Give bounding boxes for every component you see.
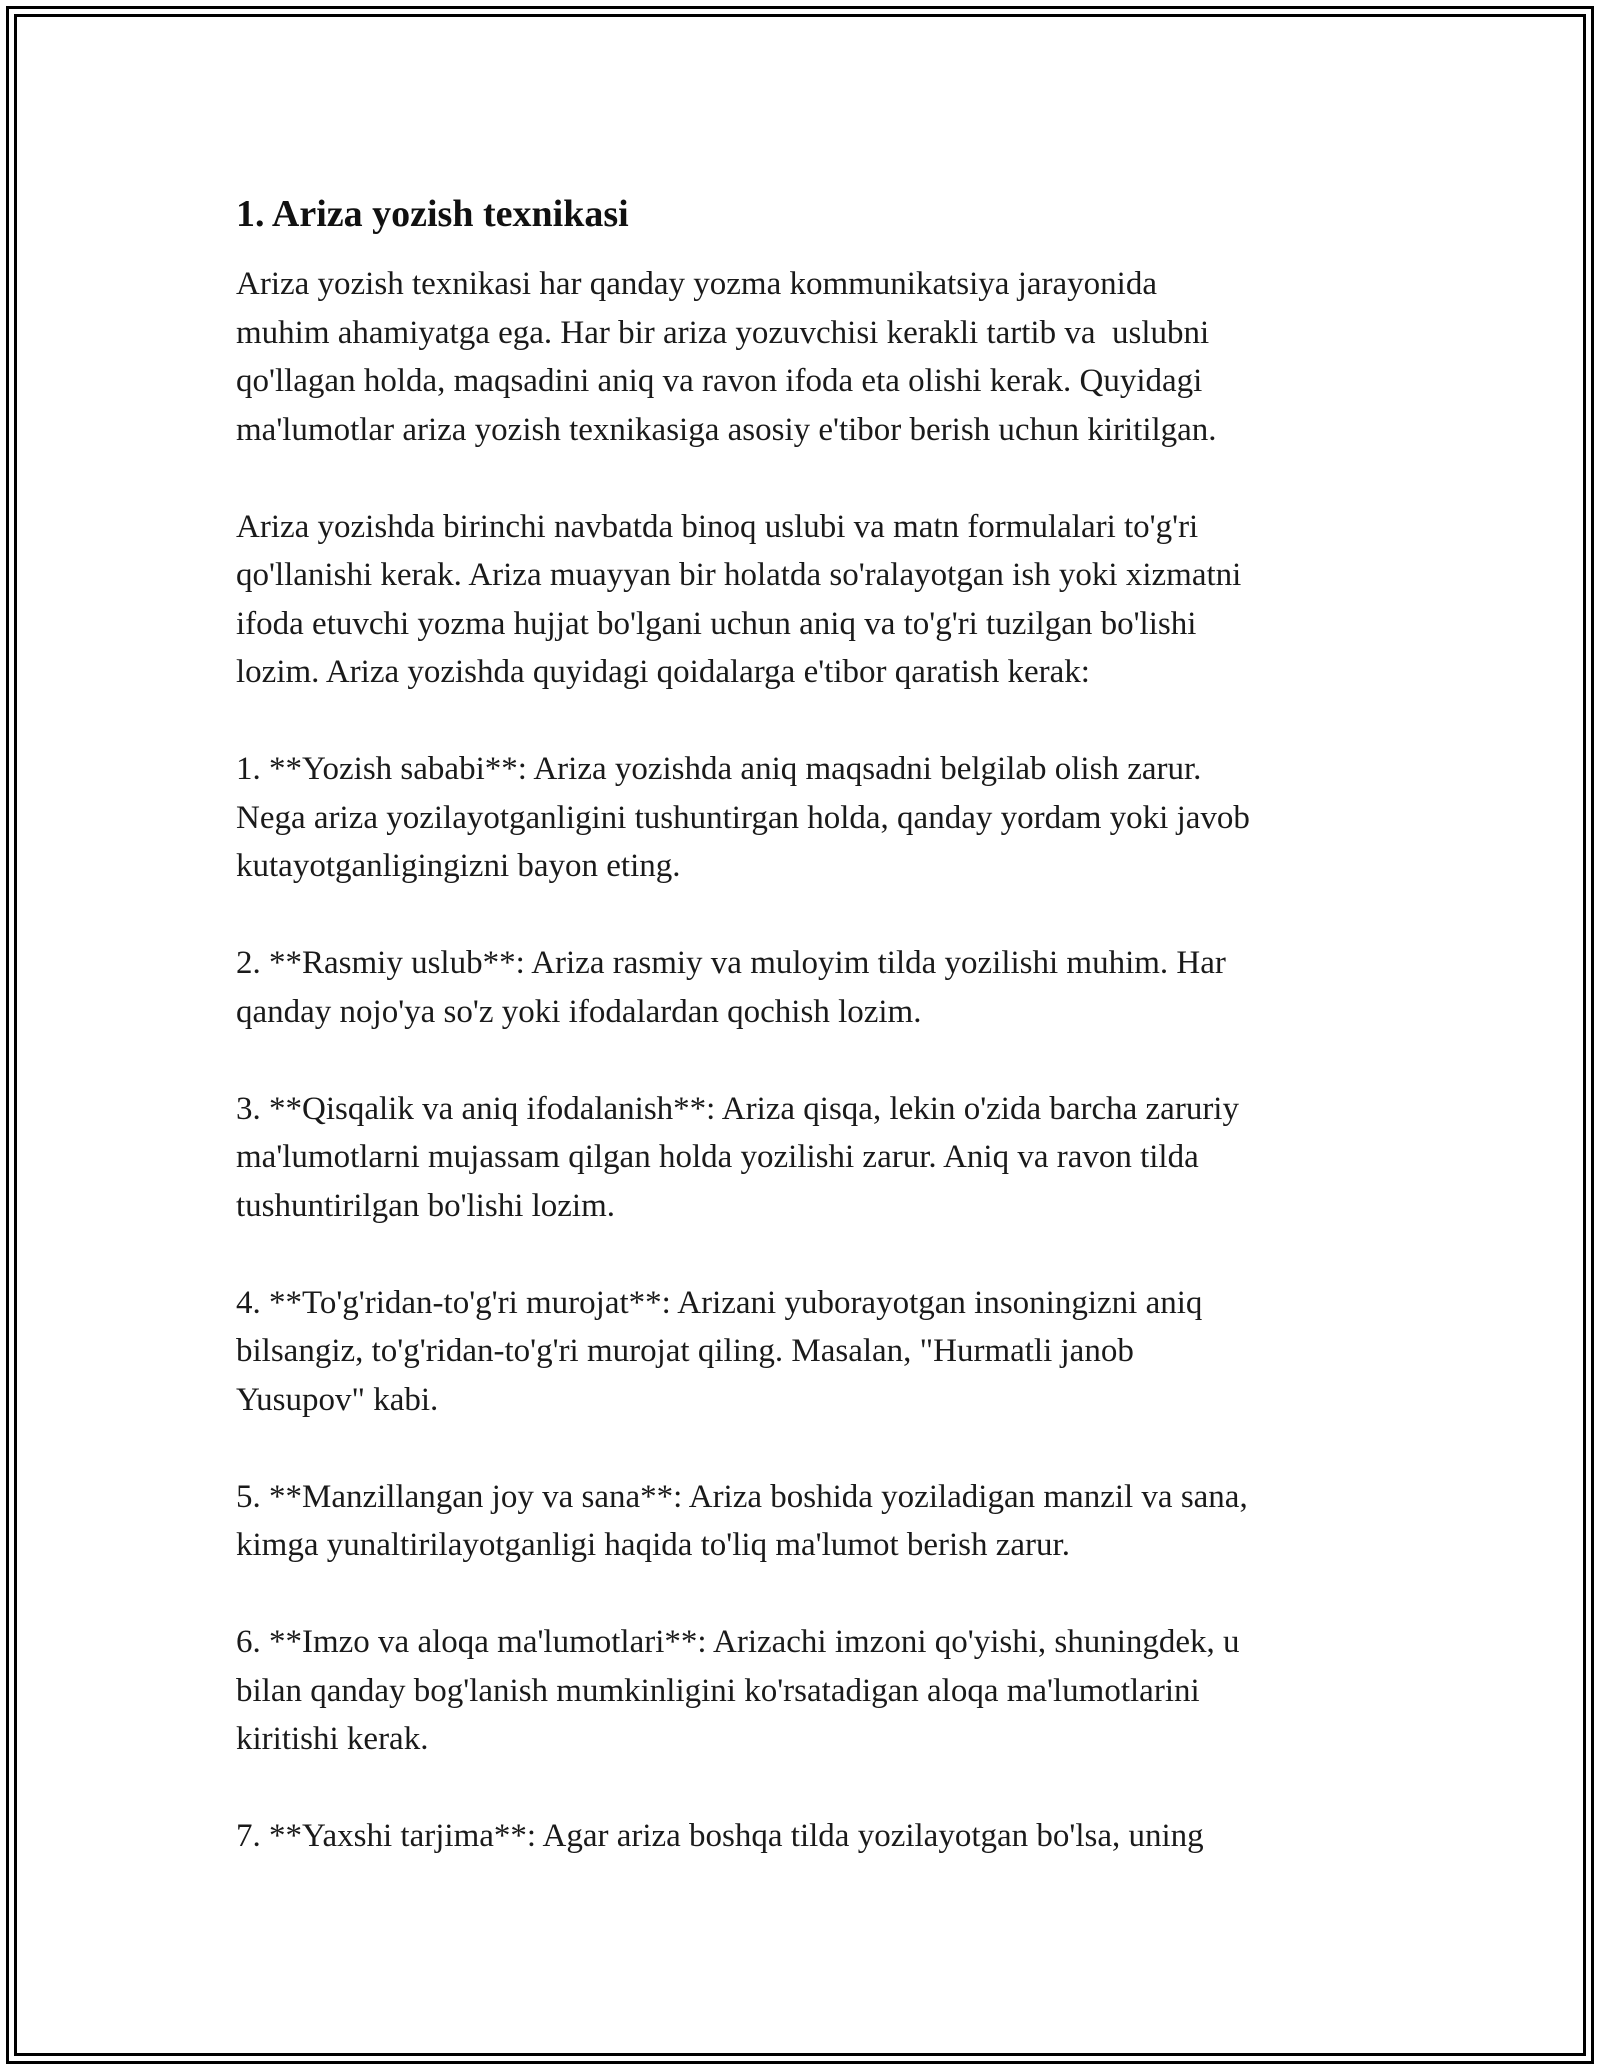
list-item-5 bbox=[236, 1473, 1376, 1570]
text-line: qo'llagan holda, maqsadini aniq va ravon ifoda eta olishi kerak. Quyidagi bbox=[236, 363, 1203, 399]
text-line: ifoda etuvchi yozma hujjat bo'lgani uchun aniq va to'g'ri tuzilgan bo'lishi bbox=[236, 605, 1197, 642]
text-line: Nega ariza yozilayotganligini tushuntirgan holda, qanday yordam yoki javob bbox=[236, 799, 1250, 836]
list-item-1 bbox=[236, 745, 1376, 891]
text-line: 1. **Yozish sababi**: Ariza yozishda aniq maqsadni belgilab olish zarur. bbox=[236, 751, 1202, 787]
text-line: Yusupov" kabi. bbox=[236, 1381, 439, 1418]
text-line: 7. **Yaxshi tarjima**: Agar ariza boshqa tilda yozilayotgan bo'lsa, uning bbox=[236, 1818, 1204, 1854]
list-item-7 bbox=[236, 1812, 1376, 1861]
text-line: bilsangiz, to'g'ridan-to'g'ri murojat qiling. Masalan, "Hurmatli janob bbox=[236, 1333, 1134, 1369]
text-line: bilan qanday bog'lanish mumkinligini ko'rsatadigan aloqa ma'lumotlarini bbox=[236, 1672, 1200, 1709]
text-line: kimga yunaltirilayotganligi haqida to'liq ma'lumot berish zarur. bbox=[236, 1527, 1070, 1563]
text-line: qanday nojo'ya so'z yoki ifodalardan qochish lozim. bbox=[236, 993, 922, 1030]
text-line: lozim. Ariza yozishda quyidagi qoidalarga e'tibor qaratish kerak: bbox=[236, 654, 1090, 690]
text-line: 4. **To'g'ridan-to'g'ri murojat**: Arizani yuborayotgan insoningizni aniq bbox=[236, 1284, 1203, 1321]
list-item-3 bbox=[236, 1085, 1376, 1231]
paragraph-intro bbox=[236, 260, 1376, 454]
text-line: qo'llanishi kerak. Ariza muayyan bir holatda so'ralayotgan ish yoki xizmatni bbox=[236, 557, 1242, 593]
text-line: 5. **Manzillangan joy va sana**: Ariza boshida yoziladigan manzil va sana, bbox=[236, 1478, 1248, 1515]
list-item-2 bbox=[236, 939, 1376, 1036]
document-title: 1. Ariza yozish texnikasi bbox=[236, 193, 629, 235]
text-line: muhim ahamiyatga ega. Har bir ariza yozuvchisi kerakli tartib va uslubni bbox=[236, 314, 1210, 351]
text-line: 2. **Rasmiy uslub**: Ariza rasmiy va muloyim tilda yozilishi muhim. Har bbox=[236, 945, 1226, 981]
text-line: kutayotganligingizni bayon eting. bbox=[236, 848, 681, 884]
text-line: Ariza yozishda birinchi navbatda binoq uslubi va matn formulalari to'g'ri bbox=[236, 508, 1199, 545]
text-line: 6. **Imzo va aloqa ma'lumotlari**: Arizachi imzoni qo'yishi, shuningdek, u bbox=[236, 1624, 1240, 1660]
text-line: Ariza yozish texnikasi har qanday yozma kommunikatsiya jarayonida bbox=[236, 266, 1157, 302]
paragraph-rules-intro bbox=[236, 503, 1376, 697]
text-line: ma'lumotlar ariza yozish texnikasiga asosiy e'tibor berish uchun kiritilgan. bbox=[236, 411, 1217, 448]
text-line: 3. **Qisqalik va aniq ifodalanish**: Ariza qisqa, lekin o'zida barcha zaruriy bbox=[236, 1090, 1239, 1127]
text-line: kiritishi kerak. bbox=[236, 1721, 429, 1757]
document-body bbox=[236, 190, 1376, 1909]
list-item-6 bbox=[236, 1618, 1376, 1764]
list-item-4 bbox=[236, 1279, 1376, 1425]
text-line: ma'lumotlarni mujassam qilgan holda yozilishi zarur. Aniq va ravon tilda bbox=[236, 1139, 1199, 1175]
text-line: tushuntirilgan bo'lishi lozim. bbox=[236, 1187, 616, 1224]
